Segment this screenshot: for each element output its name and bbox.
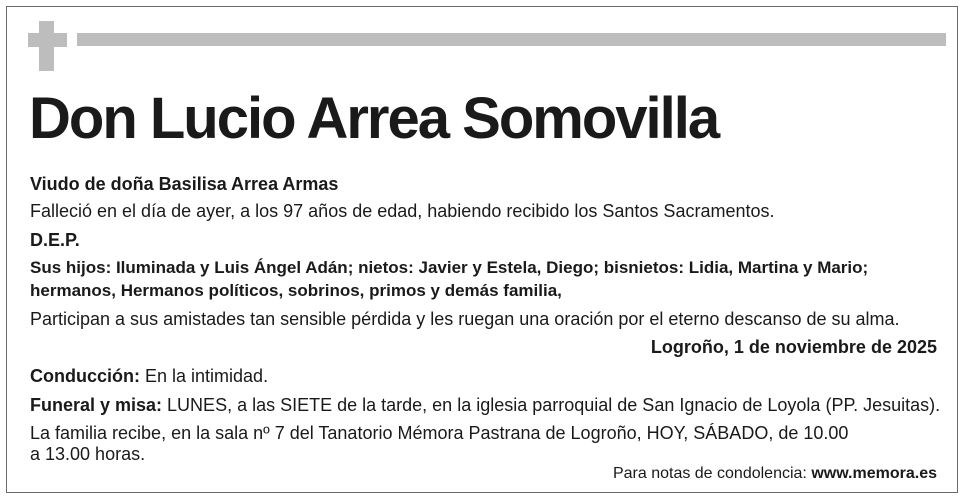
place-date: Logroño, 1 de noviembre de 2025 bbox=[650, 337, 937, 357]
header-rule bbox=[77, 33, 946, 46]
condolence-link[interactable]: www.memora.es bbox=[811, 465, 937, 482]
funeral-label: Funeral y misa: bbox=[30, 395, 163, 415]
condolence-line bbox=[613, 462, 937, 486]
reception-line-2: a 13.00 horas. bbox=[30, 444, 146, 464]
conduction-value: En la intimidad. bbox=[140, 366, 269, 386]
funeral-line bbox=[30, 393, 940, 417]
death-line: Falleció en el día de ayer, a los 97 años de edad, habiendo recibido los Santos Sacramentos. bbox=[30, 201, 775, 221]
dep-line: D.E.P. bbox=[30, 230, 80, 250]
reception-line-1: La familia recibe, en la sala nº 7 del Tanatorio Mémora Pastrana de Logroño, HOY, SÁBADO, de 10.00 bbox=[30, 423, 849, 443]
funeral-value: LUNES, a las SIETE de la tarde, en la iglesia parroquial de San Ignacio de Loyola (PP. Jesuitas). bbox=[162, 395, 941, 415]
condolence-label: Para notas de condolencia: bbox=[612, 465, 812, 482]
deceased-name: Don Lucio Arrea Somovilla bbox=[29, 86, 719, 151]
obituary-card bbox=[6, 6, 958, 493]
conduction-line bbox=[30, 364, 268, 388]
cross-icon-horizontal bbox=[28, 33, 67, 47]
family-line-1: Sus hijos: Iluminada y Luis Ángel Adán; nietos: Javier y Estela, Diego; bisnietos: Lidia, Martina y Mario; bbox=[30, 258, 869, 277]
request-line: Participan a sus amistades tan sensible pérdida y les ruegan una oración por el eterno descanso de su alma. bbox=[30, 309, 900, 329]
widower-line: Viudo de doña Basilisa Arrea Armas bbox=[30, 174, 339, 194]
conduction-label: Conducción: bbox=[30, 366, 140, 386]
family-line-2: hermanos, Hermanos políticos, sobrinos, primos y demás familia, bbox=[30, 281, 562, 300]
